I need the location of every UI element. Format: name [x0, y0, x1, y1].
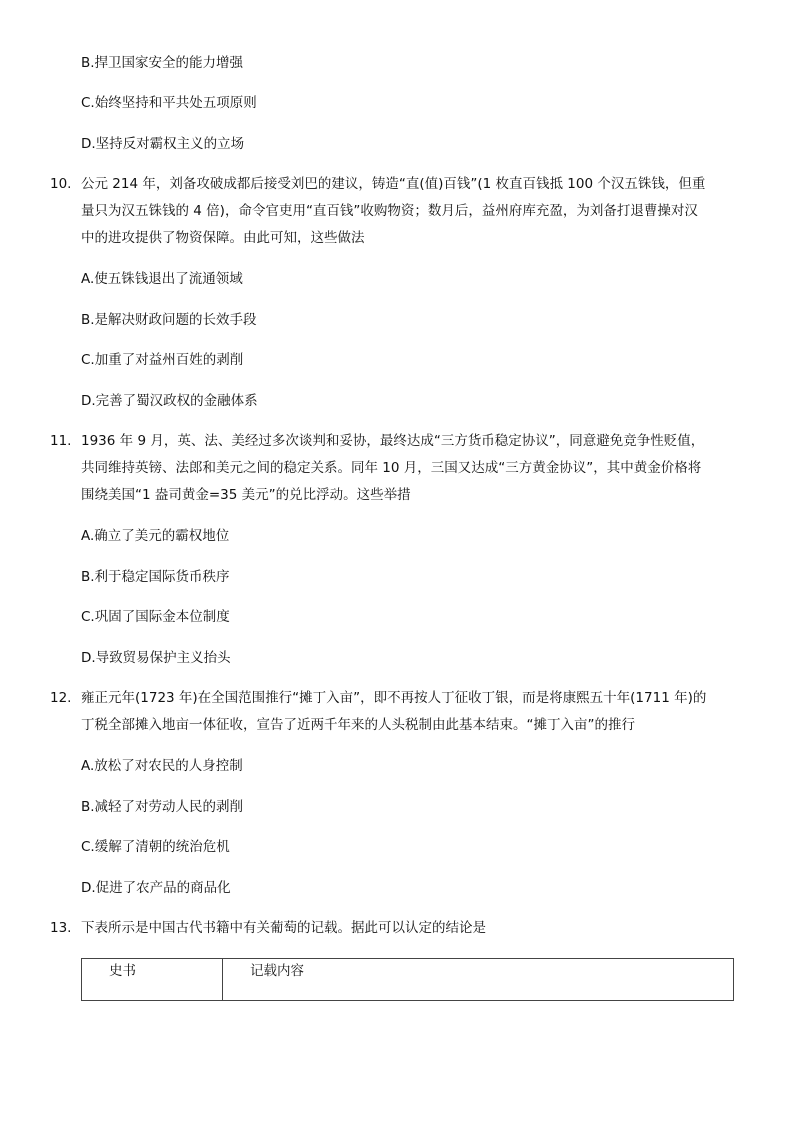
q10-option-a: A.使五铢钱退出了流通领域 — [81, 271, 243, 287]
q9-option-d: D.坚持反对霸权主义的立场 — [81, 136, 245, 152]
q10-option-c: C.加重了对益州百姓的剥削 — [81, 352, 244, 368]
q11-stem-line-3: 围绕美国“1 盎司黄金=35 美元”的兑比浮动。这些举措 — [81, 487, 411, 503]
q12-stem-line-2: 丁税全部摊入地亩一体征收，宣告了近两千年来的人头税制由此基本结束。“摊丁入亩”的推行 — [81, 717, 635, 733]
q11-stem-line-1: 1936 年 9 月，英、法、美经过多次谈判和妥协，最终达成“三方货币稳定协议”，同意避免竞争性贬值， — [81, 433, 705, 449]
q10-number: 10. — [50, 176, 72, 192]
q9-option-b: B.捍卫国家安全的能力增强 — [81, 55, 244, 71]
q11-option-b: B.利于稳定国际货币秩序 — [81, 569, 230, 585]
q11-stem-line-2: 共同维持英镑、法郎和美元之间的稳定关系。同年 10 月，三国又达成“三方黄金协议”，其中黄金价格将 — [81, 460, 702, 476]
q10-option-d: D.完善了蜀汉政权的金融体系 — [81, 393, 258, 409]
grape-records-table — [81, 958, 734, 1001]
q12-option-b: B.减轻了对劳动人民的剥削 — [81, 799, 244, 815]
q11-number: 11. — [50, 433, 72, 449]
table-header-row — [82, 959, 734, 1001]
q10-stem-line-2: 量只为汉五铢钱的 4 倍)，命令官吏用“直百钱”收购物资；数月后，益州府库充盈，为刘备打退曹操对汉 — [81, 203, 698, 219]
q13-stem-line-1: 下表所示是中国古代书籍中有关葡萄的记载。据此可以认定的结论是 — [81, 920, 486, 936]
q10-stem-line-1: 公元 214 年，刘备攻破成都后接受刘巴的建议，铸造“直(值)百钱”(1 枚直百钱抵 100 个汉五铢钱，但重 — [81, 176, 706, 192]
q11-option-a: A.确立了美元的霸权地位 — [81, 528, 230, 544]
q9-option-c: C.始终坚持和平共处五项原则 — [81, 95, 257, 111]
q13-number: 13. — [50, 920, 72, 936]
q12-option-c: C.缓解了清朝的统治危机 — [81, 839, 230, 855]
q11-option-c: C.巩固了国际金本位制度 — [81, 609, 230, 625]
q10-stem-line-3: 中的进攻提供了物资保障。由此可知，这些做法 — [81, 230, 365, 246]
q12-option-d: D.促进了农产品的商品化 — [81, 880, 231, 896]
q12-stem-line-1: 雍正元年(1723 年)在全国范围推行“摊丁入亩”，即不再按人丁征收丁银，而是将康熙五十年(1711 年)的 — [81, 690, 707, 706]
table-header-history-book: 史书 — [82, 959, 223, 1001]
table-header-record-content: 记载内容 — [223, 959, 734, 1001]
q12-number: 12. — [50, 690, 72, 706]
q12-option-a: A.放松了对农民的人身控制 — [81, 758, 243, 774]
q10-option-b: B.是解决财政问题的长效手段 — [81, 312, 257, 328]
q11-option-d: D.导致贸易保护主义抬头 — [81, 650, 231, 666]
